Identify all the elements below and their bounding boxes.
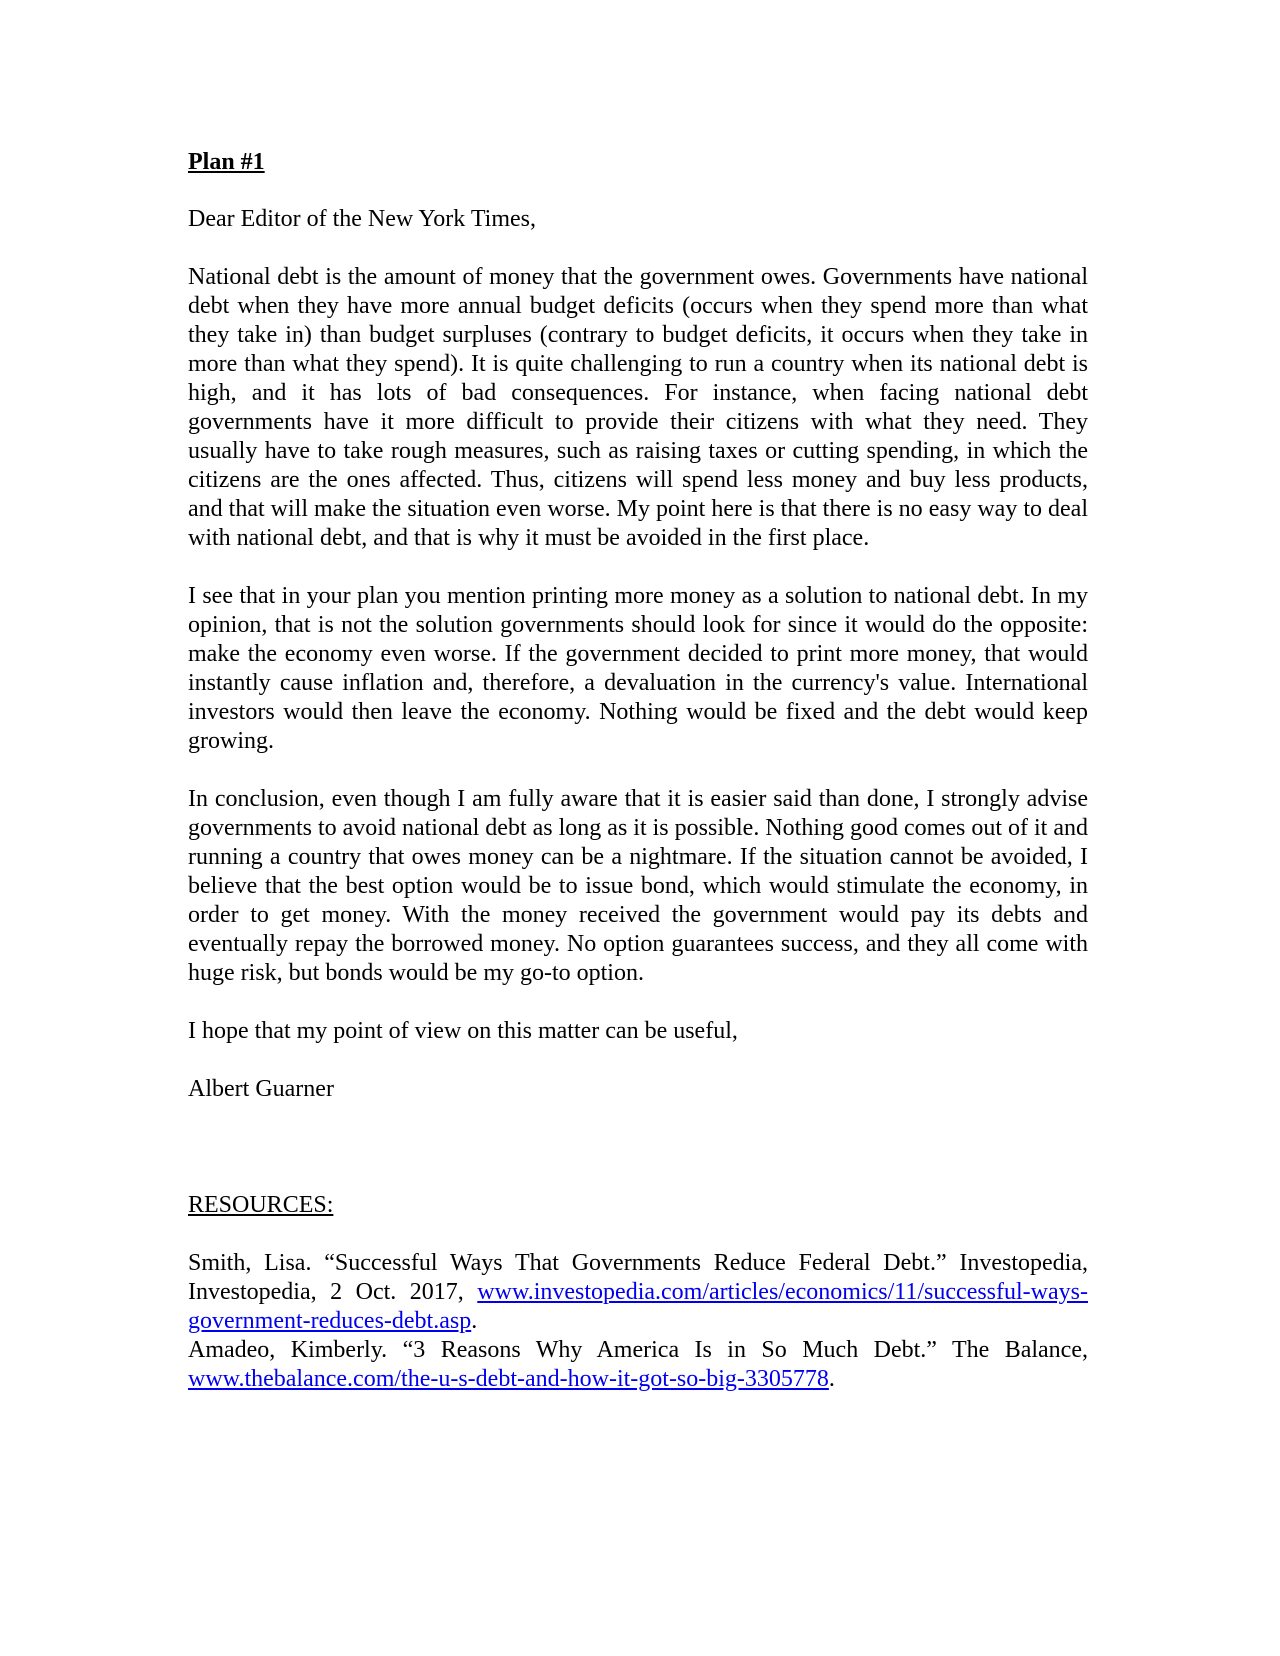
reference-end: . xyxy=(471,1308,478,1334)
paragraph-3: In conclusion, even though I am fully aware that it is easier said than done, I strongly advise governments to avoid national debt as long as it is possible. Nothing good comes out of it and running a country that owes money can be a nightmare. If the situation cannot be avoided, I believe that the best option would be to issue bond, which would stimulate the economy, in order to get money. With the money received the government would pay its debts and eventually repay the borrowed money. No option guarantees success, and they all come with huge risk, but bonds would be my go-to option. xyxy=(188,786,1088,986)
reference-item xyxy=(188,1249,1088,1336)
reference-citation: Amadeo, Kimberly. “3 Reasons Why America Is in So Much Debt.” The Balance, xyxy=(188,1337,1088,1363)
salutation: Dear Editor of the New York Times, xyxy=(188,206,536,232)
plan-heading: Plan #1 xyxy=(188,149,265,175)
reference-list xyxy=(188,1249,1088,1394)
paragraph-2: I see that in your plan you mention printing more money as a solution to national debt. In my opinion, that is not the solution governments should look for since it would do the opposite: make the economy even worse. If the government decided to print more money, that would instantly cause inflation and, therefore, a devaluation in the currency's value. International investors would then leave the economy. Nothing would be fixed and the debt would keep growing. xyxy=(188,583,1088,754)
paragraph-1: National debt is the amount of money that the government owes. Governments have national debt when they have more annual budget deficits (occurs when they spend more than what they take in) than budget surpluses (contrary to budget deficits, it occurs when they take in more than what they spend). It is quite challenging to run a country when its national debt is high, and it has lots of bad consequences. For instance, when facing national debt governments have it more difficult to provide their citizens with what they need. They usually have to take rough measures, such as raising taxes or cutting spending, in which the citizens are the ones affected. Thus, citizens will spend less money and buy less products, and that will make the situation even worse. My point here is that there is no easy way to deal with national debt, and that is why it must be avoided in the first place. xyxy=(188,264,1088,551)
resources-title: RESOURCES: xyxy=(188,1192,334,1218)
reference-link[interactable]: www.thebalance.com/the-u-s-debt-and-how-it-got-so-big-3305778 xyxy=(188,1366,829,1392)
reference-end: . xyxy=(828,1366,835,1392)
letter-page xyxy=(188,148,1088,1394)
reference-item xyxy=(188,1336,1088,1394)
signature: Albert Guarner xyxy=(188,1076,334,1102)
reference-link[interactable]: www.investopedia.com/articles/economics/11/successful-ways-government-reduces-debt.asp xyxy=(188,1279,1088,1334)
reference-citation: Smith, Lisa. “Successful Ways That Governments Reduce Federal Debt.” Investopedia, Investopedia, 2 Oct. 2017, xyxy=(188,1250,1088,1305)
closing-line: I hope that my point of view on this matter can be useful, xyxy=(188,1018,738,1044)
